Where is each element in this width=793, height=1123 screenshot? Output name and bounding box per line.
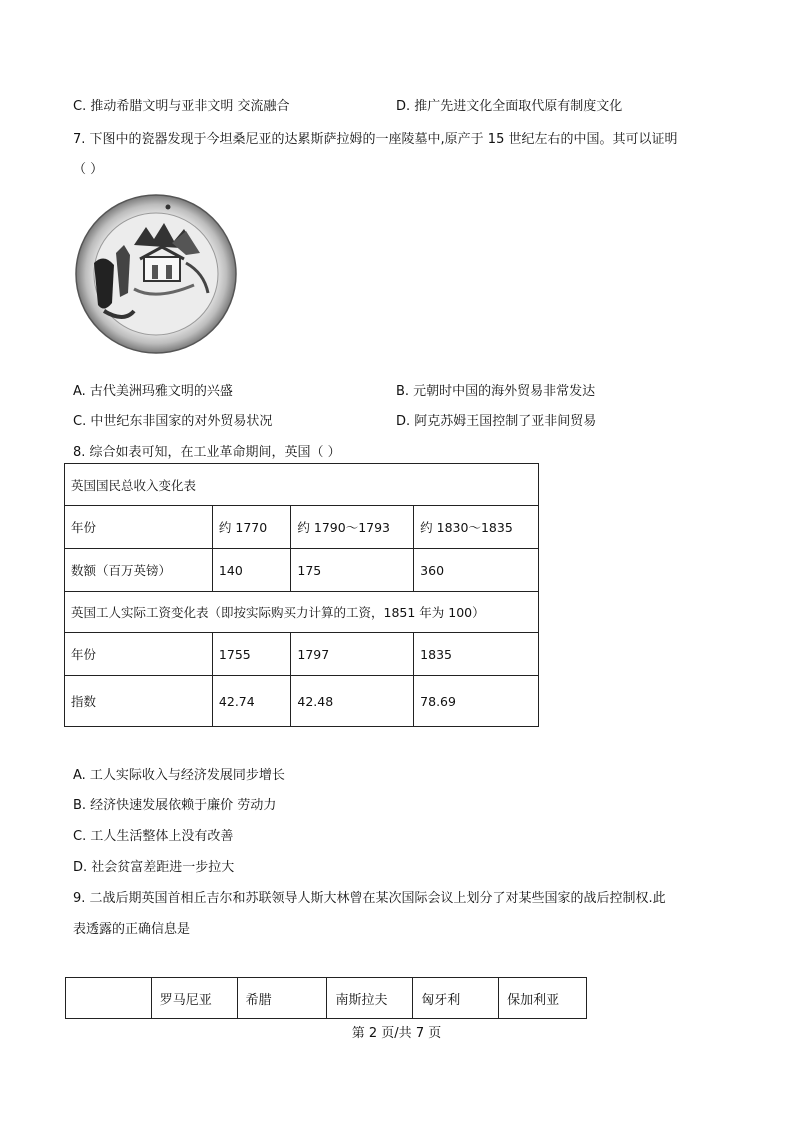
table-cell: 希腊 (237, 978, 327, 1019)
income-wage-table (64, 463, 539, 727)
q7-option-b: B. 元朝时中国的海外贸易非常发达 (396, 384, 596, 399)
table-row (65, 506, 539, 549)
table-cell: 约 1790～1793 (291, 506, 414, 549)
table-cell: 约 1770 (212, 506, 290, 549)
table-cell: 匈牙利 (413, 978, 499, 1019)
table-cell: 140 (212, 549, 290, 592)
table-cell: 360 (414, 549, 539, 592)
q9-stem-line1: 9. 二战后期英国首相丘吉尔和苏联领导人斯大林曾在某次国际会议上划分了对某些国家的战后控制权.此 (73, 891, 666, 906)
table-cell: 42.48 (291, 676, 414, 727)
table-cell: 罗马尼亚 (151, 978, 237, 1019)
q8-option-c: C. 工人生活整体上没有改善 (73, 829, 234, 844)
table-cell: 年份 (65, 633, 213, 676)
table-cell (66, 978, 152, 1019)
q8-option-d: D. 社会贫富差距进一步拉大 (73, 860, 235, 875)
table-cell: 1835 (414, 633, 539, 676)
q6-option-d: D. 推广先进文化全面取代原有制度文化 (396, 99, 623, 114)
q7-option-d: D. 阿克苏姆王国控制了亚非间贸易 (396, 414, 597, 429)
q9-stem-line2: 表透露的正确信息是 (73, 922, 191, 937)
table-cell: 年份 (65, 506, 213, 549)
table-row (65, 633, 539, 676)
table-cell: 约 1830～1835 (414, 506, 539, 549)
q8-option-b: B. 经济快速发展依赖于廉价 劳动力 (73, 798, 277, 813)
q6-option-c: C. 推动希腊文明与亚非文明 交流融合 (73, 99, 290, 114)
table-row (65, 676, 539, 727)
page-footer: 第 2 页/共 7 页 (351, 1026, 442, 1041)
table-title-income: 英国国民总收入变化表 (65, 464, 539, 506)
q7-stem: 7. 下图中的瓷器发现于今坦桑尼亚的达累斯萨拉姆的一座陵墓中,原产于 15 世纪左右的中国。其可以证明 (73, 132, 678, 147)
q8-stem: 8. 综合如表可知，在工业革命期间，英国（ ） (73, 445, 341, 460)
table-cell: 指数 (65, 676, 213, 727)
table-cell: 175 (291, 549, 414, 592)
q7-option-c: C. 中世纪东非国家的对外贸易状况 (73, 414, 273, 429)
porcelain-plate-image (74, 193, 238, 355)
table-cell: 数额（百万英镑） (65, 549, 213, 592)
table-cell: 78.69 (414, 676, 539, 727)
table-row (65, 549, 539, 592)
table-row (65, 464, 539, 506)
table-cell: 1755 (212, 633, 290, 676)
table-cell: 南斯拉夫 (327, 978, 413, 1019)
table-title-wage: 英国工人实际工资变化表（即按实际购买力计算的工资，1851 年为 100） (65, 592, 539, 633)
q8-option-a: A. 工人实际收入与经济发展同步增长 (73, 768, 285, 783)
control-table (65, 977, 587, 1019)
q7-blank: （ ） (73, 162, 104, 177)
table-cell: 42.74 (212, 676, 290, 727)
q7-option-a: A. 古代美洲玛雅文明的兴盛 (73, 384, 233, 399)
table-row (65, 592, 539, 633)
table-cell: 保加利亚 (499, 978, 587, 1019)
table-row (66, 978, 587, 1019)
table-cell: 1797 (291, 633, 414, 676)
